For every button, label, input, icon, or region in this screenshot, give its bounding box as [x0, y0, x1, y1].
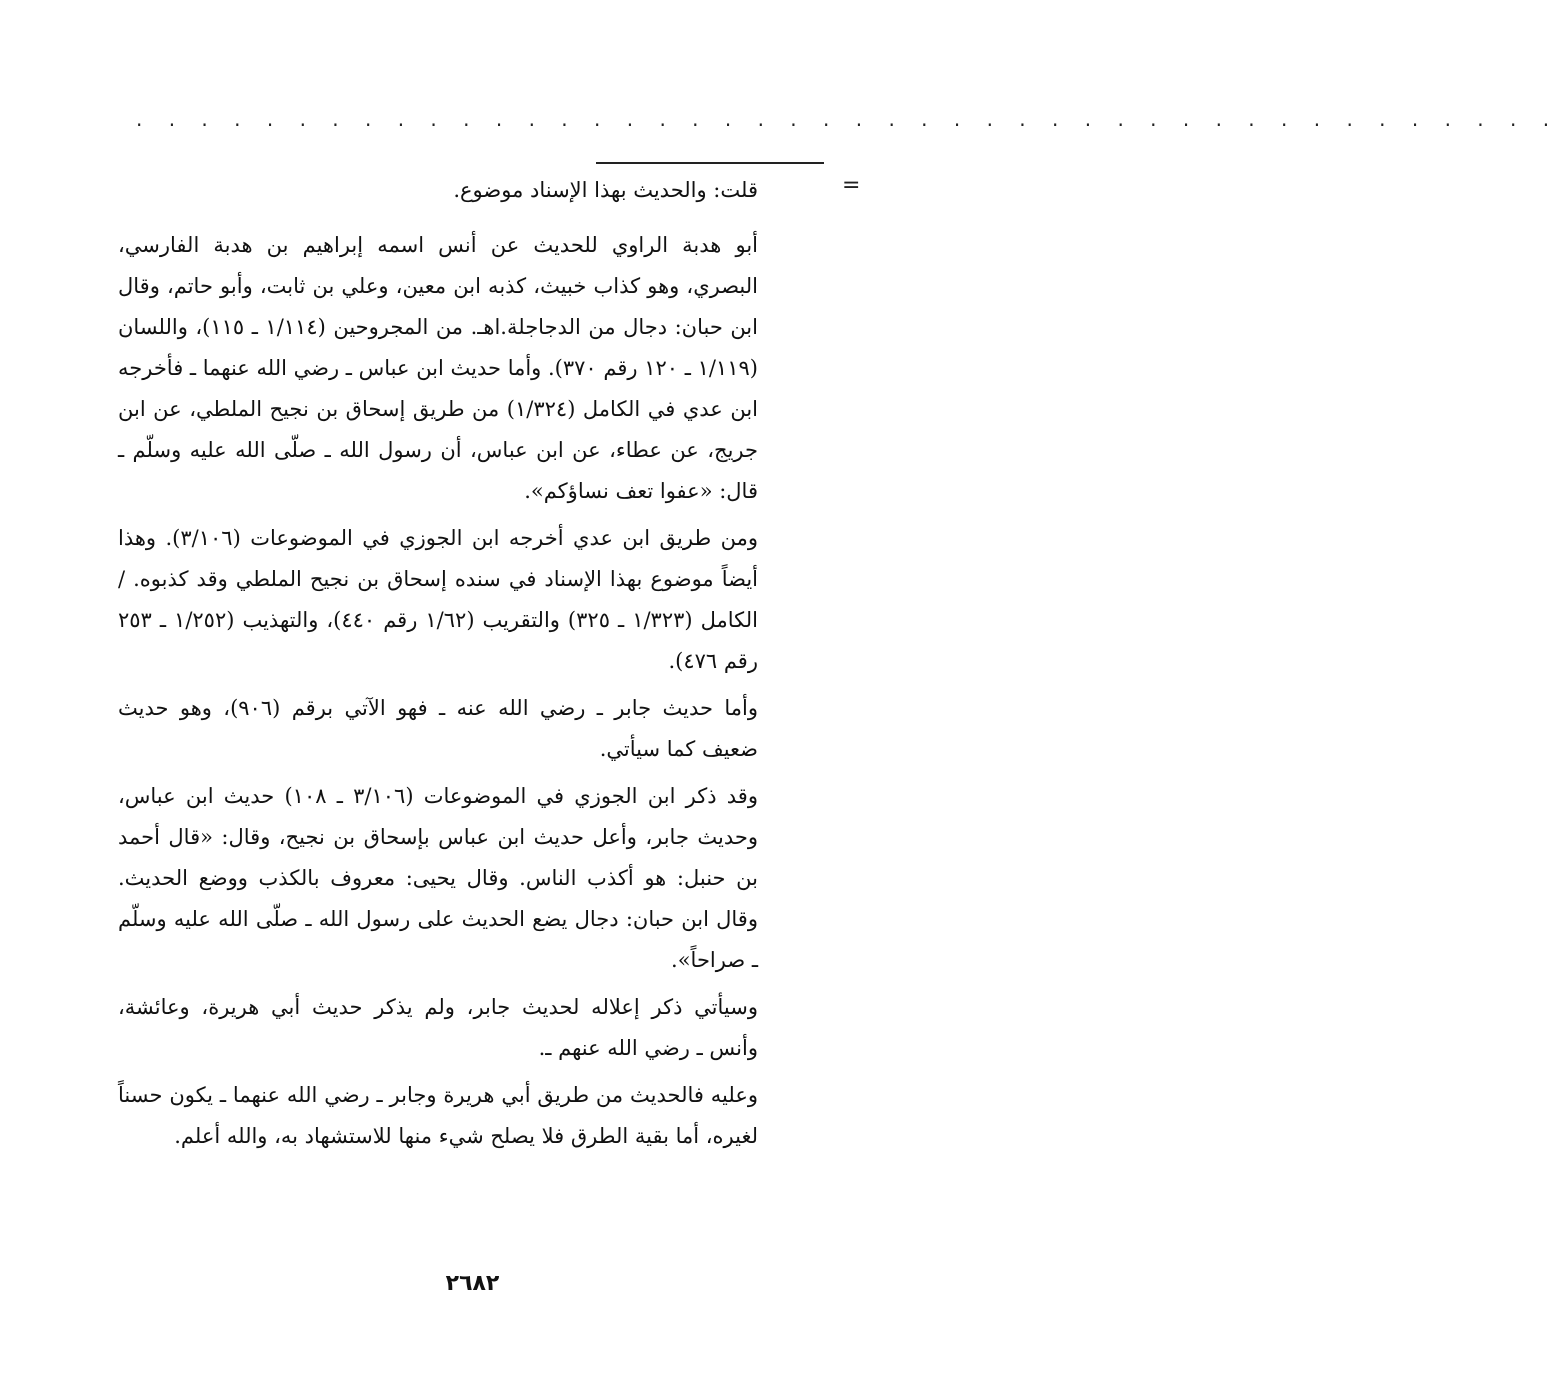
- dotted-separator: · · · · · · · · · · · · · · · · · · · · · · · · · · · · · · · · · · · · · · · · · · · ·: [136, 113, 1559, 137]
- body-text: [118, 170, 758, 1163]
- footnote-rule: [596, 162, 824, 164]
- paragraph-abu-hudba: أبو هدبة الراوي للحديث عن أنس اسمه إبراهيم بن هدبة الفارسي، البصري، وهو كذاب خبيث، كذبه ابن معين، وعلي بن ثابت، وأبو حاتم، وقال ابن حبان: دجال من الدجاجلة.اهـ. من المجروحين (١/١١٤ ـ ١١٥)، واللسان (١/١١٩ ـ ١٢٠ رقم ٣٧٠). وأما حديث ابن عباس ـ رضي الله عنهما ـ فأخرجه ابن عدي في الكامل (١/٣٢٤) من طريق إسحاق بن نجيح الملطي، عن ابن جريج، عن عطاء، عن ابن عباس، أن رسول الله ـ صلّى الله عليه وسلّم ـ قال: «عفوا تعف نساؤكم».: [118, 233, 758, 503]
- paragraph-conclusion: وعليه فالحديث من طريق أبي هريرة وجابر ـ رضي الله عنهما ـ يكون حسناً لغيره، أما بقية الطرق فلا يصلح شيء منها للاستشهاد به، والله أعلم.: [118, 1083, 758, 1148]
- paragraph-jabir: وأما حديث جابر ـ رضي الله عنه ـ فهو الآتي برقم (٩٠٦)، وهو حديث ضعيف كما سيأتي.: [118, 696, 758, 761]
- paragraph-ibn-aljawzi: وقد ذكر ابن الجوزي في الموضوعات (٣/١٠٦ ـ ١٠٨) حديث ابن عباس، وحديث جابر، وأعل حديث ابن عباس بإسحاق بن نجيح، وقال: «قال أحمد بن حنبل: هو أكذب الناس. وقال يحيى: معروف بالكذب ووضع الحديث. وقال ابن حبان: دجال يضع الحديث على رسول الله ـ صلّى الله عليه وسلّم ـ صراحاً».: [118, 784, 758, 972]
- paragraph-verdict: قلت: والحديث بهذا الإسناد موضوع.: [453, 178, 758, 202]
- continuation-mark: =: [842, 173, 861, 198]
- paragraph-ilal: وسيأتي ذكر إعلاله لحديث جابر، ولم يذكر حديث أبي هريرة، وعائشة، وأنس ـ رضي الله عنهم ـ.: [118, 995, 758, 1060]
- paragraph-ibn-adi: ومن طريق ابن عدي أخرجه ابن الجوزي في الموضوعات (٣/١٠٦). وهذا أيضاً موضوع بهذا الإسناد في سنده إسحاق بن نجيح الملطي وقد كذبوه. / الكامل (١/٣٢٣ ـ ٣٢٥) والتقريب (١/٦٢ رقم ٤٤٠)، والتهذيب (١/٢٥٢ ـ ٢٥٣ رقم ٤٧٦).: [118, 526, 758, 673]
- page-number: ٢٦٨٢: [445, 1271, 500, 1296]
